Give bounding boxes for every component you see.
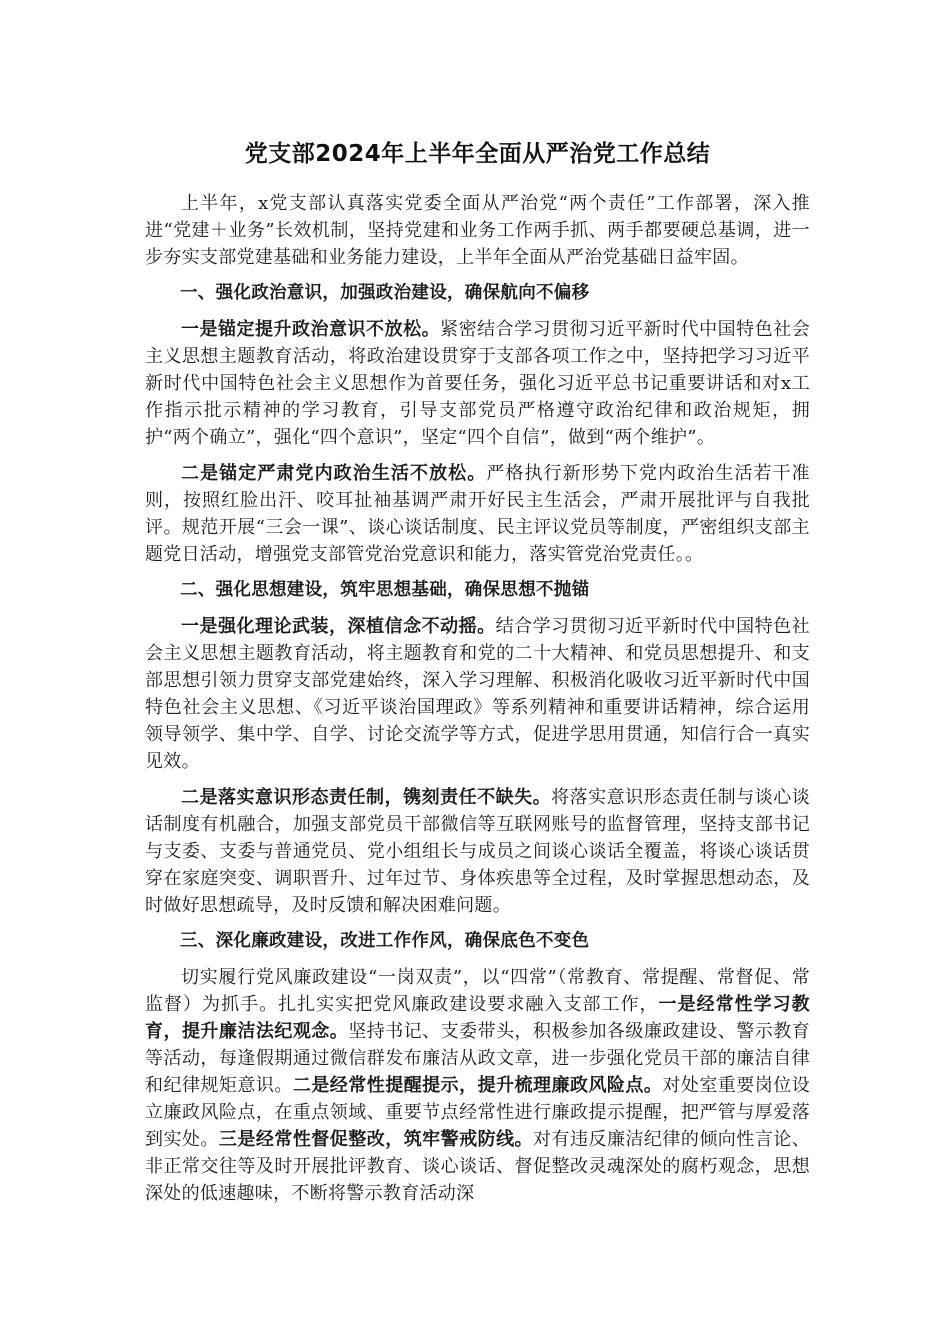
section-3-heading: 三、深化廉政建设，改进工作作风，确保底色不变色 — [180, 931, 590, 951]
section-1-heading: 一、强化政治意识，加强政治建设，确保航向不偏移 — [180, 283, 590, 303]
section-3-text-1: 切实履行党风廉政建设“一岗双责”，以“四常”（常教育、常提醒、常督促、常监督）为抓手。扎扎实实把党风廉政建设要求融入支部工作， — [145, 967, 810, 1015]
section-2-paragraph-2-body: 将落实意识形态责任制与谈心谈话制度有机融合，加强支部党员干部微信等互联网账号的监督管理，坚持支部书记与支委、支委与普通党员、党小组组长与成员之间谈心谈话全覆盖，将谈心谈话贯穿在家庭突变、调职晋升、过年过节、身体疾患等全过程，及时掌握思想动态，及时做好思想疏导，及时反馈和解决困难问题。 — [145, 787, 811, 916]
section-3-bold-2: 二是经常性提醒提示，提升梳理廉政风险点。 — [292, 1075, 663, 1096]
section-3-bold-3: 三是经常性督促整改，筑牢警戒防线。 — [218, 1129, 534, 1150]
document-title: 党支部2024年上半年全面从严治党工作总结 — [244, 141, 711, 167]
section-2-paragraph-1-body: 结合学习贯彻习近平新时代中国特色社会主义思想主题教育活动，将主题教育和党的二十大精神、和党员思想提升、和支部思想引领力贯穿支部党建始终，深入学习理解、积极消化吸收习近平新时代中国特色社会主义思想、《习近平谈治国理政》等系列精神和重要讲话精神，综合运用领导领学、集中学、自学、讨论交流学等方式，促进学思用贯通，知信行合一真实见效。 — [145, 616, 810, 772]
section-3-bold-1: 一是经常性学习教育，提升廉洁法纪观念。 — [145, 994, 810, 1042]
section-1-paragraph-2-lead: 二是锚定严肃党内政治生活不放松。 — [181, 463, 487, 484]
section-1-paragraph-2 — [145, 460, 810, 568]
section-2-paragraph-2-lead: 二是落实意识形态责任制，镌刻责任不缺失。 — [181, 787, 552, 808]
section-2-heading: 二、强化思想建设，筑牢思想基础，确保思想不抛锚 — [180, 580, 590, 600]
section-3-text-3: 对处室重要岗位设立廉政风险点，在重点领域、重要节点经常性进行廉政提示提醒，把严管与厚爱落到实处。 — [145, 1075, 811, 1150]
section-2-paragraph-1 — [145, 613, 810, 775]
section-1-paragraph-1 — [145, 316, 810, 451]
intro-paragraph: 上半年，x党支部认真落实党委全面从严治党“两个责任”工作部署，深入推进“党建＋业务”长效机制，坚持党建和业务工作两手抓、两手都要硬总基调，进一步夯实支部党建基础和业务能力建设，上半年全面从严治党基础日益牢固。 — [145, 193, 810, 268]
section-3-paragraph — [145, 964, 810, 1207]
section-2-paragraph-2 — [145, 784, 810, 919]
section-3-text-4: 对有违反廉洁纪律的倾向性言论、非正常交往等及时开展批评教育、谈心谈话、督促整改灵魂深处的腐朽观念，思想深处的低速趣味，不断将警示教育活动深 — [145, 1129, 811, 1204]
section-2-paragraph-1-lead: 一是强化理论武装，深植信念不动摇。 — [181, 616, 496, 637]
section-1-paragraph-1-body: 紧密结合学习贯彻习近平新时代中国特色社会主义思想主题教育活动，将政治建设贯穿于支部各项工作之中，坚持把学习习近平新时代中国特色社会主义思想作为首要任务，强化习近平总书记重要讲话和对x工作指示批示精神的学习教育，引导支部党员严格遵守政治纪律和政治规矩，拥护“两个确立”，强化“四个意识”，坚定“四个自信”，做到“两个维护”。 — [145, 319, 811, 448]
section-1-paragraph-1-lead: 一是锚定提升政治意识不放松。 — [181, 319, 441, 340]
section-3-text-2: 坚持书记、支委带头，积极参加各级廉政建设、警示教育等活动，每逢假期通过微信群发布廉洁从政文章，进一步强化党员干部的廉洁自律和纪律规矩意识。 — [145, 1021, 810, 1096]
section-1-paragraph-2-body: 严格执行新形势下党内政治生活若干准则，按照红脸出汗、咬耳扯袖基调严肃开好民主生活会，严肃开展批评与自我批评。规范开展“三会一课”、谈心谈话制度、民主评议党员等制度，严密组织支部主题党日活动，增强党支部管党治党意识和能力，落实管党治党责任。。 — [145, 463, 810, 565]
